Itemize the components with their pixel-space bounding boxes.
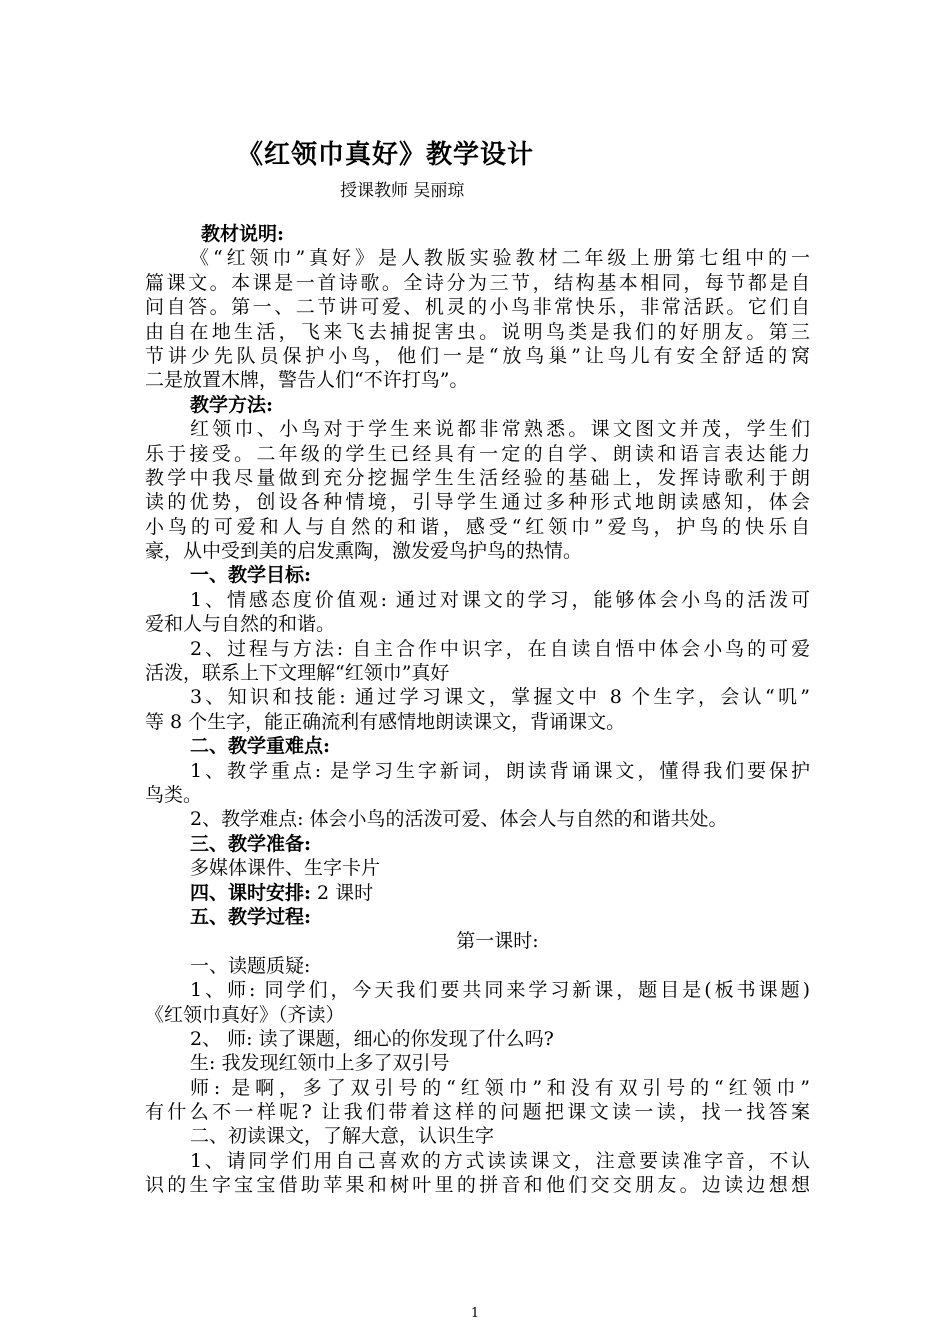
method-line: 红领巾、小鸟对于学生来说都非常熟悉。课文图文并茂，学生们: [190, 418, 810, 441]
material-line: 二是放置木牌，警告人们“不许打鸟”。: [145, 369, 469, 392]
material-line: 节讲少先队员保护小鸟，他们一是“放鸟巢”让鸟儿有安全舒适的窝: [145, 344, 810, 367]
method-line: 豪，从中受到美的启发熏陶，激发爱鸟护鸟的热情。: [145, 540, 583, 563]
material-line: 《“红领巾”真好》是人教版实验教材二年级上册第七组中的一: [190, 247, 810, 270]
goals-line: 活泼，联系上下文理解“红领巾”真好: [145, 662, 450, 685]
method-line: 小鸟的可爱和人与自然的和谐，感受“红领巾”爱鸟，护鸟的快乐自: [145, 515, 810, 538]
goals-line: 爱和人与自然的和谐。: [145, 613, 336, 636]
process-heading: 五、教学过程:: [190, 905, 312, 928]
process-line: 1、师: 同学们，今天我们要共同来学习新课，题目是(板书课题): [190, 979, 810, 1002]
key-points-line: 2、教学难点: 体会小鸟的活泼可爱、体会人与自然的和谐共处。: [190, 808, 728, 831]
schedule-value: 2 课时: [311, 881, 374, 904]
document-title: 《红领巾真好》教学设计: [237, 140, 535, 170]
author-byline: 授课教师 吴丽琼: [340, 181, 465, 201]
material-line: 篇课文。本课是一首诗歌。全诗分为三节，结构基本相同，每节都是自: [145, 271, 810, 294]
method-line: 教学中我尽量做到充分挖掘学生生活经验的基础上，发挥诗歌利于朗: [145, 466, 810, 489]
goals-line: 2、过程与方法: 自主合作中识字，在自读自悟中体会小鸟的可爱: [190, 637, 810, 660]
goals-line: 1、情感态度价值观: 通过对课文的学习，能够体会小鸟的活泼可: [190, 588, 810, 611]
process-line: 有什么不一样呢? 让我们带着这样的问题把课文读一读，找一找答案: [145, 1101, 810, 1124]
key-points-line: 鸟类。: [145, 783, 203, 806]
process-line: 生: 我发现红领巾上多了双引号: [190, 1052, 450, 1075]
schedule-row: [145, 881, 810, 905]
schedule-heading: 四、课时安排:: [190, 881, 312, 904]
preparation-heading: 三、教学准备:: [190, 832, 312, 855]
goals-line: 3、知识和技能: 通过学习课文，掌握文中 8 个生字，会认“叽”: [190, 686, 810, 709]
process-line: 1、请同学们用自己喜欢的方式读读课文，注意要读准字音，不认: [190, 1149, 810, 1172]
key-points-line: 1、教学重点: 是学习生字新词，朗读背诵课文，懂得我们要保护: [190, 759, 810, 782]
process-line: 2、 师: 读了课题，细心的你发现了什么吗?: [190, 1027, 554, 1050]
process-line: 一、读题质疑:: [190, 954, 311, 977]
method-line: 乐于接受。二年级的学生已经具有一定的自学、朗读和语言表达能力: [145, 442, 810, 465]
preparation-text: 多媒体课件、生字卡片: [190, 857, 381, 880]
material-line: 由自在地生活，飞来飞去捕捉害虫。说明鸟类是我们的好朋友。第三: [145, 320, 810, 343]
key-points-heading: 二、教学重难点:: [190, 735, 331, 758]
process-line: 师: 是啊，多了双引号的“红领巾”和没有双引号的“红领巾”: [190, 1076, 810, 1099]
process-line: 二、初读课文，了解大意，认识生字: [190, 1125, 495, 1148]
method-line: 读的优势，创设各种情境，引导学生通过多种形式地朗读感知，体会: [145, 491, 810, 514]
goals-line: 等 8 个生字，能正确流利有感情地朗读课文，背诵课文。: [145, 710, 626, 733]
process-line: 《红领巾真好》（齐读）: [145, 1003, 345, 1026]
material-line: 问自答。第一、二节讲可爱、机灵的小鸟非常快乐，非常活跃。它们自: [145, 296, 810, 319]
lesson-title: 第一课时:: [456, 930, 539, 953]
page-number: 1: [470, 1306, 480, 1321]
process-line: 识的生字宝宝借助苹果和树叶里的拼音和他们交交朋友。边读边想想: [145, 1174, 810, 1197]
material-heading: 教材说明:: [201, 223, 285, 245]
document-body: [145, 222, 810, 1198]
method-heading: 教学方法:: [190, 393, 274, 416]
goals-heading: 一、教学目标:: [190, 564, 312, 587]
